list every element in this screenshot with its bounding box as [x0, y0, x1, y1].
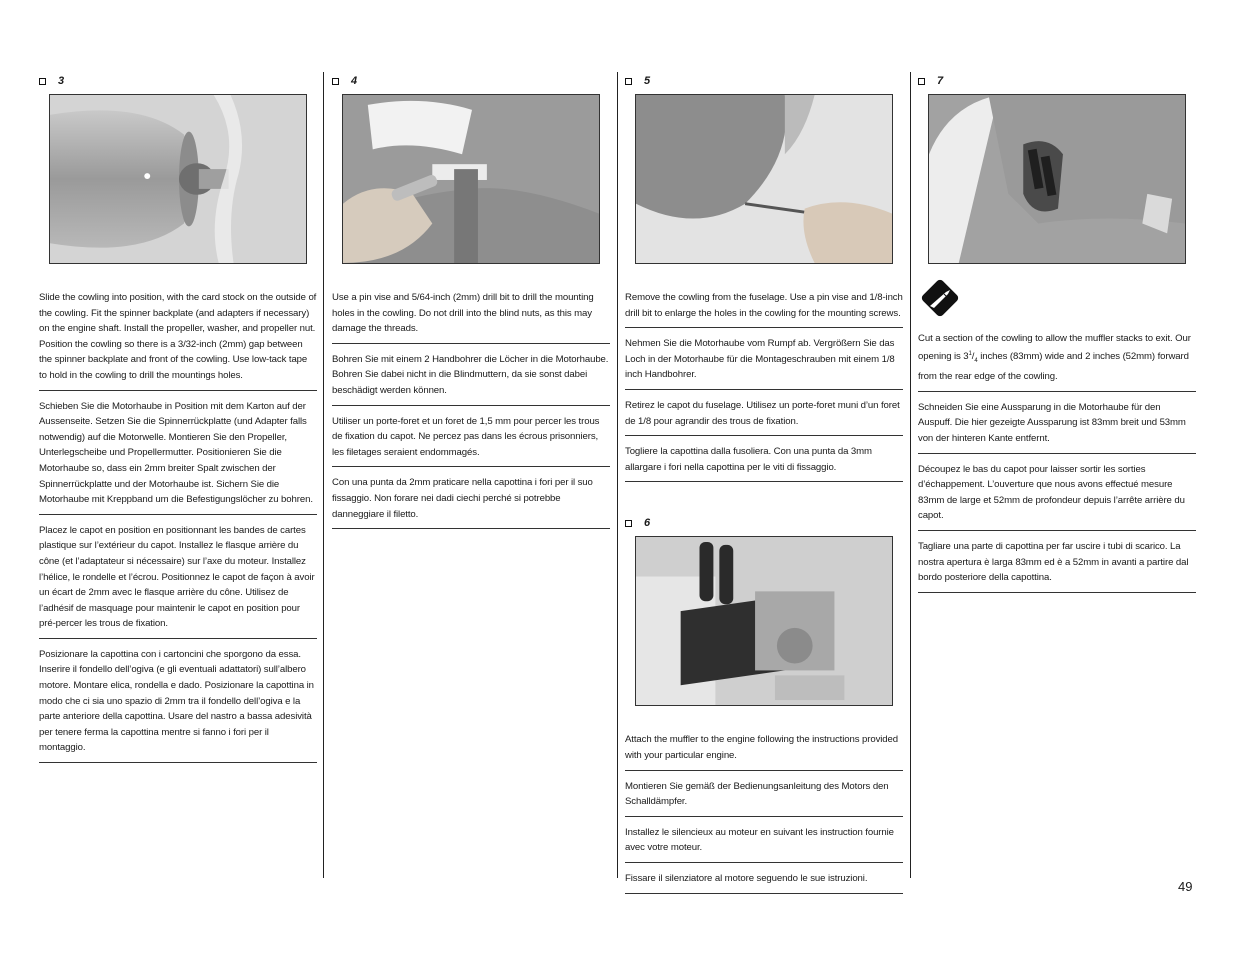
- paragraph-english: Use a pin vise and 5/64-inch (2mm) drill bit to drill the mounting holes in the cowling. Do not drill into the blind nuts, as this may damage the threads.: [332, 290, 610, 344]
- step-number: 7: [937, 75, 944, 87]
- paragraph-italian: Con una punta da 2mm praticare nella capottina i fori per il suo fissaggio. Non forare nei dadi ciechi perché si potrebbe danneggiare il filetto.: [332, 475, 610, 529]
- paragraph-german: Bohren Sie mit einem 2 Handbohrer die Löcher in die Motorhaube. Bohren Sie dabei nicht in die Blindmuttern, da sie sonst dabei beschädigt werden können.: [332, 352, 610, 406]
- step-3-photo: [49, 94, 307, 264]
- paragraph-italian: Fissare il silenziatore al motore seguendo le sue istruzioni.: [625, 871, 903, 894]
- column-divider: [323, 72, 324, 878]
- step-number: 4: [351, 75, 358, 87]
- paragraph-french: Installez le silencieux au moteur en suivant les instruction fournie avec votre moteur.: [625, 825, 903, 863]
- paragraph-italian: Tagliare una parte di capottina per far uscire i tubi di scarico. La nostra apertura è larga 83mm ed è a 52mm in avanti a partire dal bordo posteriore della capottina.: [918, 539, 1196, 593]
- paragraph-french: Placez le capot en position en positionnant les bandes de cartes plastique sur l’extérieur du capot. Installez le flasque arrière du cône (et l’adaptateur si nécessaire) sur l’axe du moteur. Installez l’hélice, le rondelle et l’écrou. Positionnez le capot de façon à avoir un écart de 2mm avec le flasque arrière du cône. Utilisez de l’adhésif de masquage pour maintenir le capot en position pour pré-percer les trous de fixation.: [39, 523, 317, 639]
- step-7-photo: [928, 94, 1186, 264]
- paragraph-italian: Togliere la capottina dalla fusoliera. Con una punta da 3mm allargare i fori nella capottina per le viti di fissaggio.: [625, 444, 903, 482]
- step-5-photo: [635, 94, 893, 264]
- step-7-column: [918, 72, 1196, 593]
- step-4-photo: [342, 94, 600, 264]
- paragraph-french: Utiliser un porte-foret et un foret de 1,5 mm pour percer les trous de fixation du capot. Ne percez pas dans les écrous prisonniers, les filetages seraient endommagés.: [332, 414, 610, 468]
- paragraph-italian: Posizionare la capottina con i cartoncini che sporgono da essa. Inserire il fondello dell’ogiva (e gli eventuali adattatori) sull’albero motore. Montare elica, rondella e dado. Posizionare la capottina in modo che ci sia uno spazio di 2mm tra il fondello dell’ogiva e la parte anteriore della capottina. Usare del nastro a bassa adesività per tenere ferma la capottina mentre si fanno i fori per il montaggio.: [39, 647, 317, 763]
- paragraph-english: Slide the cowling into position, with the card stock on the outside of the cowling. Fit the spinner backplate (and adapters if necessary) on the engine shaft. Install the propeller, washer, and propeller nut. Position the cowling so there is a 3/32-inch (2mm) gap between the spinner backplate and front of the cowling. Use low-tack tape to hold in the cowling to drill the mountings holes.: [39, 290, 317, 391]
- paragraph-french: Retirez le capot du fuselage. Utilisez un porte-foret muni d’un foret de 1/8 pour agrandir des trous de fixation.: [625, 398, 903, 436]
- column-divider: [910, 72, 911, 878]
- checkbox-icon[interactable]: [625, 78, 632, 85]
- paragraph-french: Découpez le bas du capot pour laisser sortir les sorties d’échappement. L’ouverture que nous avons effectué mesure 83mm de large et 52mm de profondeur depuis l’arrête arrière du capot.: [918, 462, 1196, 531]
- step-5-column: [625, 72, 903, 894]
- checkbox-icon[interactable]: [625, 520, 632, 527]
- paragraph-english: Remove the cowling from the fuselage. Use a pin vise and 1/8-inch drill bit to enlarge the holes in the cowling for the mounting screws.: [625, 290, 903, 328]
- paragraph-english: Cut a section of the cowling to allow the muffler stacks to exit. Our opening is $3^1/_4$ inches (83mm) wide and 2 inches (52mm) forward from the rear edge of the cowling.: [918, 331, 1196, 392]
- step-6-section: [625, 514, 903, 893]
- step-7-header: [918, 72, 1196, 90]
- step-4-column: [332, 72, 610, 529]
- checkbox-icon[interactable]: [39, 78, 46, 85]
- page-number: 49: [1178, 879, 1193, 894]
- step-number: 5: [644, 75, 651, 87]
- step-3-column: [39, 72, 317, 763]
- step-4-text: [332, 290, 610, 529]
- step-6-header: [625, 514, 903, 532]
- paragraph-english: Attach the muffler to the engine following the instructions provided with your particular engine.: [625, 732, 903, 770]
- step-number: 3: [58, 75, 65, 87]
- checkbox-icon[interactable]: [332, 78, 339, 85]
- column-divider: [617, 72, 618, 878]
- hobby-knife-icon: [920, 278, 960, 318]
- paragraph-german: Schieben Sie die Motorhaube in Position mit dem Karton auf der Aussenseite. Setzen Sie die Spinnerrückplatte (und Adapter falls notwendig) auf die Motorwelle. Montieren Sie den Propeller, Unterlegscheibe und Propellermutter. Positionieren Sie die Motorhaube so, dass ein 2mm breiter Spalt zwischen der Spinnerrückplatte und der Motorhaube ist. Sichern Sie die Motorhaube mit Kreppband um die Befestigungslöcher zu bohren.: [39, 399, 317, 515]
- step-3-header: [39, 72, 317, 90]
- step-4-header: [332, 72, 610, 90]
- step-3-text: [39, 290, 317, 763]
- step-6-photo: [635, 536, 893, 706]
- paragraph-german: Montieren Sie gemäß der Bedienungsanleitung des Motors den Schalldämpfer.: [625, 779, 903, 817]
- paragraph-german: Schneiden Sie eine Aussparung in die Motorhaube für den Auspuff. Die hier gezeigte Aussparung ist 83mm breit und 53mm von der hinteren Kante entfernt.: [918, 400, 1196, 454]
- step-6-text: [625, 732, 903, 893]
- step-5-header: [625, 72, 903, 90]
- paragraph-german: Nehmen Sie die Motorhaube vom Rumpf ab. Vergrößern Sie das Loch in der Motorhaube für die Montageschrauben mit einem 1/8 inch Handbohrer.: [625, 336, 903, 390]
- step-7-text: [918, 331, 1196, 593]
- step-5-text: [625, 290, 903, 482]
- step-number: 6: [644, 517, 651, 530]
- checkbox-icon[interactable]: [918, 78, 925, 85]
